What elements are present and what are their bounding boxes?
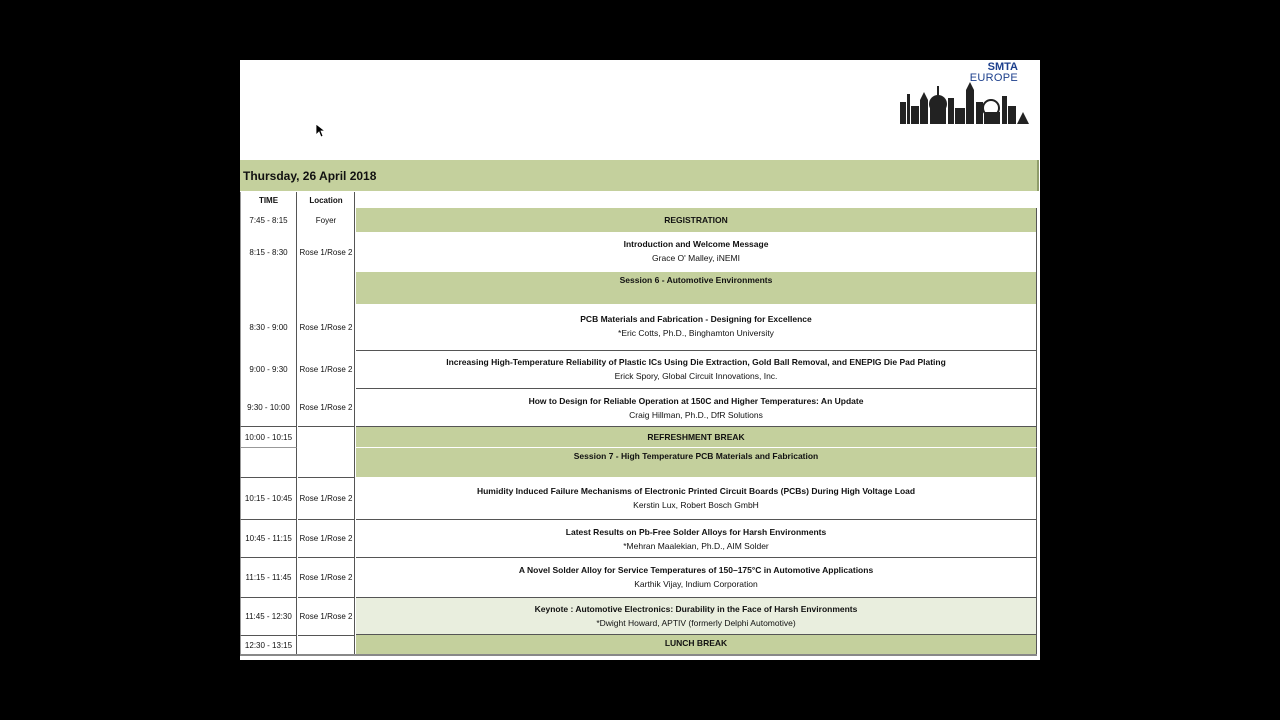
table-row: 10:45 - 11:15 Rose 1/Rose 2 Latest Results on Pb-Free Solder Alloys for Harsh Environments *Mehran Maalekian, Ph.D., AIM Solder bbox=[240, 519, 1037, 557]
logo-brand: SMTA bbox=[987, 61, 1018, 73]
session-title: Session 7 - High Temperature PCB Materials and Fabrication bbox=[573, 451, 819, 461]
smta-europe-logo bbox=[898, 60, 1030, 124]
table-row: 7:45 - 8:15 Foyer REGISTRATION bbox=[240, 208, 1037, 232]
table-header-row bbox=[240, 192, 1037, 208]
table-row: 9:30 - 10:00 Rose 1/Rose 2 How to Design for Reliable Operation at 150C and Higher Temperatures: An Update Craig Hillman, Ph.D., DfR Solutions bbox=[240, 388, 1037, 426]
table-row: 10:15 - 10:45 Rose 1/Rose 2 Humidity Induced Failure Mechanisms of Electronic Printed Circuit Boards (PCBs) During High Voltage Load Kerstin Lux, Robert Bosch GmbH bbox=[240, 477, 1037, 519]
schedule-date: Thursday, 26 April 2018 bbox=[243, 169, 377, 183]
speaker: Craig Hillman, Ph.D., DfR Solutions bbox=[629, 410, 763, 420]
talk-title: A Novel Solder Alloy for Service Temperatures of 150–175°C in Automotive Applications bbox=[518, 565, 874, 575]
talk-title: Increasing High-Temperature Reliability of Plastic ICs Using Die Extraction, Gold Ball Removal, and ENEPIG Die Pad Plating bbox=[446, 357, 946, 367]
talk-title: Humidity Induced Failure Mechanisms of Electronic Printed Circuit Boards (PCBs) During High Voltage Load bbox=[476, 486, 916, 496]
event-title: REFRESHMENT BREAK bbox=[647, 432, 745, 442]
logo-region: EUROPE bbox=[969, 72, 1018, 84]
session-row bbox=[240, 447, 1037, 477]
date-header bbox=[240, 160, 1039, 191]
table-bottom-border bbox=[240, 654, 1037, 656]
table-row: 9:00 - 9:30 Rose 1/Rose 2 Increasing High-Temperature Reliability of Plastic ICs Using Die Extraction, Gold Ball Removal, and ENEPIG Die Pad Plating Erick Spory, Global Circuit Innovations, Inc. bbox=[240, 350, 1037, 388]
talk-title: Latest Results on Pb-Free Solder Alloys for Harsh Environments bbox=[565, 527, 827, 537]
speaker: Erick Spory, Global Circuit Innovations, Inc. bbox=[614, 371, 778, 381]
speaker: *Dwight Howard, APTIV (formerly Delphi Automotive) bbox=[596, 618, 796, 628]
talk-title: PCB Materials and Fabrication - Designing for Excellence bbox=[580, 314, 812, 324]
keynote-title: Keynote : Automotive Electronics: Durability in the Face of Harsh Environments bbox=[534, 604, 858, 614]
speaker: Kerstin Lux, Robert Bosch GmbH bbox=[633, 500, 759, 510]
event-title: REGISTRATION bbox=[664, 215, 728, 225]
speaker: *Mehran Maalekian, Ph.D., AIM Solder bbox=[623, 541, 769, 551]
city-skyline-icon bbox=[898, 82, 1030, 124]
schedule-page bbox=[240, 60, 1040, 660]
table-row: 12:30 - 13:15 LUNCH BREAK bbox=[240, 635, 1037, 654]
table-row: 10:00 - 10:15 REFRESHMENT BREAK bbox=[240, 426, 1037, 447]
location-column-header: Location bbox=[298, 192, 355, 208]
speaker: Grace O' Malley, iNEMI bbox=[652, 253, 740, 263]
time-column-header: TIME bbox=[240, 192, 297, 208]
speaker: Karthik Vijay, Indium Corporation bbox=[634, 579, 758, 589]
keynote-row: 11:45 - 12:30 Rose 1/Rose 2 Keynote : Automotive Electronics: Durability in the Face of Harsh Environments *Dwight Howard, APTIV (formerly Delphi Automotive) bbox=[240, 597, 1037, 635]
talk-title: Introduction and Welcome Message bbox=[623, 239, 769, 249]
session-row bbox=[240, 272, 1037, 304]
table-row: 11:15 - 11:45 Rose 1/Rose 2 A Novel Solder Alloy for Service Temperatures of 150–175°C in Automotive Applications Karthik Vijay, Indium Corporation bbox=[240, 557, 1037, 597]
table-row: 8:30 - 9:00 Rose 1/Rose 2 PCB Materials and Fabrication - Designing for Excellence *Eric Cotts, Ph.D., Binghamton University bbox=[240, 304, 1037, 350]
event-title: LUNCH BREAK bbox=[664, 638, 728, 648]
speaker: *Eric Cotts, Ph.D., Binghamton University bbox=[618, 328, 774, 338]
session-title: Session 6 - Automotive Environments bbox=[619, 275, 773, 285]
mouse-pointer-icon bbox=[316, 124, 326, 138]
talk-title: How to Design for Reliable Operation at 150C and Higher Temperatures: An Update bbox=[528, 396, 864, 406]
table-row: 8:15 - 8:30 Rose 1/Rose 2 Introduction and Welcome Message Grace O' Malley, iNEMI bbox=[240, 232, 1037, 272]
